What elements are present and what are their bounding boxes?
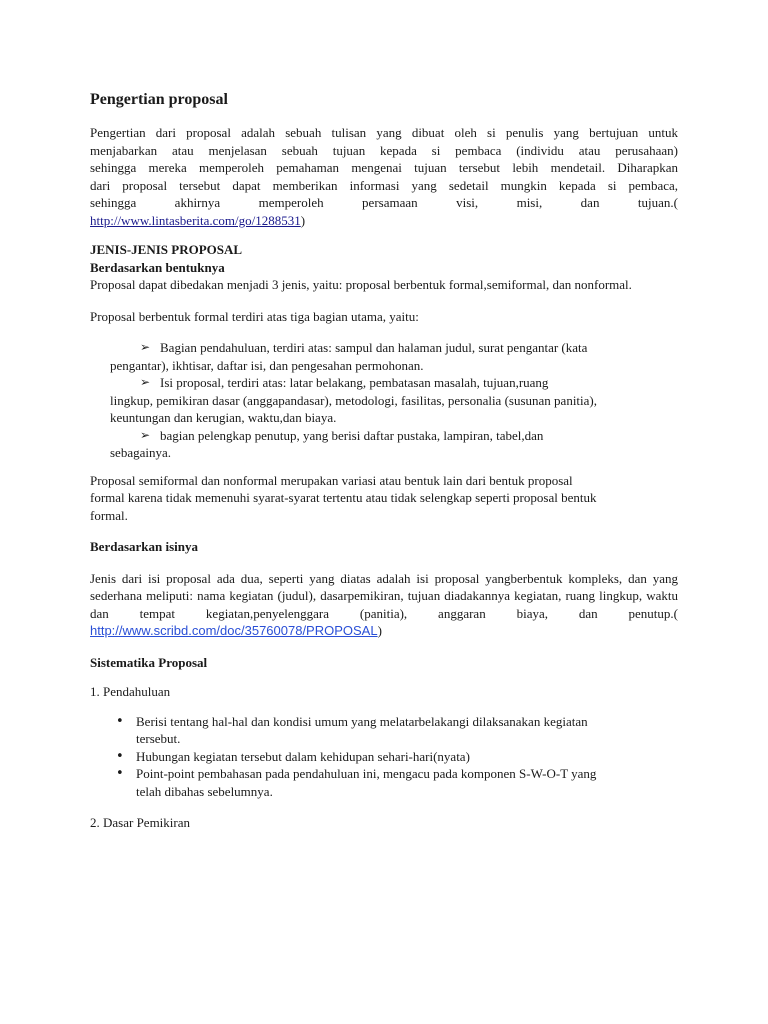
list-item-line: Berisi tentang hal-hal dan kondisi umum yang melatarbelakangi dilaksanakan kegiatan xyxy=(136,713,588,729)
scribd-link[interactable]: http://www.scribd.com/doc/35760078/PROPOSAL xyxy=(90,623,378,638)
subtitle-isinya: Berdasarkan isinya xyxy=(90,539,198,554)
arrow-bullet-icon: ➢ xyxy=(140,427,151,442)
list-item-first-line: Isi proposal, terdiri atas: latar belakang, pembatasan masalah, tujuan,ruang xyxy=(160,375,549,390)
intro-link-line xyxy=(90,212,678,230)
subtitle-sistematika: Sistematika Proposal xyxy=(90,654,208,670)
intro-line: Pengertian dari proposal adalah sebuah tulisan yang dibuat oleh si penulis yang bertujuan untuk xyxy=(90,125,678,140)
bullet-icon: • xyxy=(116,713,124,729)
paragraph-line: formal. xyxy=(90,507,128,523)
list-item-line: Hubungan kegiatan tersebut dalam kehidupan sehari-hari(nyata) xyxy=(136,748,470,764)
arrow-bullet-icon: ➢ xyxy=(140,340,151,354)
list-item xyxy=(90,427,678,462)
isinya-text: Jenis dari isi proposal ada dua, seperti yang diatas adalah isi proposal yangberbentuk kompleks, dan yang sederhana meliputi: nama kegiatan (judul), dasarpemikiran, tujuan diadakannya kegiatan, ruang lingkup, waktu dan tempat kegiatan,penyelenggara (panitia), anggaran biaya, dan penutup.( xyxy=(90,570,678,621)
list-item-line: telah dibahas sebelumnya. xyxy=(136,783,273,799)
list-item-first-line: bagian pelengkap penutup, yang berisi daftar pustaka, lampiran, tabel,dan xyxy=(160,427,544,443)
lintasberita-link[interactable]: http://www.lintasberita.com/go/1288531 xyxy=(90,212,301,228)
intro-line: sehingga akhirnya memperoleh persamaan visi, misi, dan tujuan.( xyxy=(90,195,678,210)
list-item-first-line: Bagian pendahuluan, terdiri atas: sampul dan halaman judul, surat pengantar (kata xyxy=(160,340,588,355)
pendahuluan-bullet-list xyxy=(90,713,678,801)
list-item-line: tersebut. xyxy=(136,731,181,746)
intro-close-paren: ) xyxy=(300,212,306,228)
list-item xyxy=(90,713,678,748)
sistematika-item-1: 1. Pendahuluan xyxy=(90,684,171,699)
list-item-line: Point-point pembahasan pada pendahuluan ini, mengacu pada komponen S-W-O-T yang xyxy=(136,766,597,781)
section-title-jenis: JENIS-JENIS PROPOSAL xyxy=(90,242,243,257)
sistematika-item-2: 2. Dasar Pemikiran xyxy=(90,815,191,830)
jenis-paragraph-2: Proposal berbentuk formal terdiri atas tiga bagian utama, yaitu: xyxy=(90,308,419,324)
list-item xyxy=(90,339,678,374)
isinya-close-paren: ) xyxy=(377,623,382,638)
bullet-icon: • xyxy=(116,766,124,781)
subtitle-bentuknya: Berdasarkan bentuknya xyxy=(90,259,225,275)
page-title: Pengertian proposal xyxy=(90,91,228,108)
list-item-line: sebagainya. xyxy=(110,445,172,460)
intro-paragraph xyxy=(90,124,678,229)
list-item xyxy=(90,748,678,766)
list-item-line: keuntungan dan kerugian, waktu,dan biaya. xyxy=(110,410,337,425)
isinya-paragraph xyxy=(90,570,678,640)
intro-line: menjabarkan atau menjelasan sebuah tujuan kepada si pembaca (individu atau perusahaan) xyxy=(90,142,678,158)
arrow-bullet-icon: ➢ xyxy=(140,375,151,389)
intro-line: sehingga mereka memperoleh pemahaman mengenai tujuan tersebut lebih mendetail. Diharapkan xyxy=(90,160,678,175)
list-item-line: lingkup, pemikiran dasar (anggapandasar), metodologi, fasilitas, personalia (susunan panitia), xyxy=(110,392,597,408)
intro-line: dari proposal tersebut dapat memberikan informasi yang sedetail mungkin kepada si pembaca, xyxy=(90,177,678,193)
jenis-paragraph-1: Proposal dapat dibedakan menjadi 3 jenis, yaitu: proposal berbentuk formal,semiformal, dan nonformal. xyxy=(90,277,632,292)
bullet-icon: • xyxy=(116,748,124,764)
list-item xyxy=(90,374,678,427)
semiformal-paragraph xyxy=(90,472,678,525)
paragraph-line: formal karena tidak memenuhi syarat-syarat tertentu atau tidak selengkap seperti proposal bentuk xyxy=(90,490,597,505)
list-item xyxy=(90,765,678,800)
paragraph-line: Proposal semiformal dan nonformal merupakan variasi atau bentuk lain dari bentuk proposal xyxy=(90,472,573,488)
list-item-line: pengantar), ikhtisar, daftar isi, dan pengesahan permohonan. xyxy=(110,357,424,373)
document-content xyxy=(90,90,678,832)
formal-parts-list xyxy=(90,339,678,462)
